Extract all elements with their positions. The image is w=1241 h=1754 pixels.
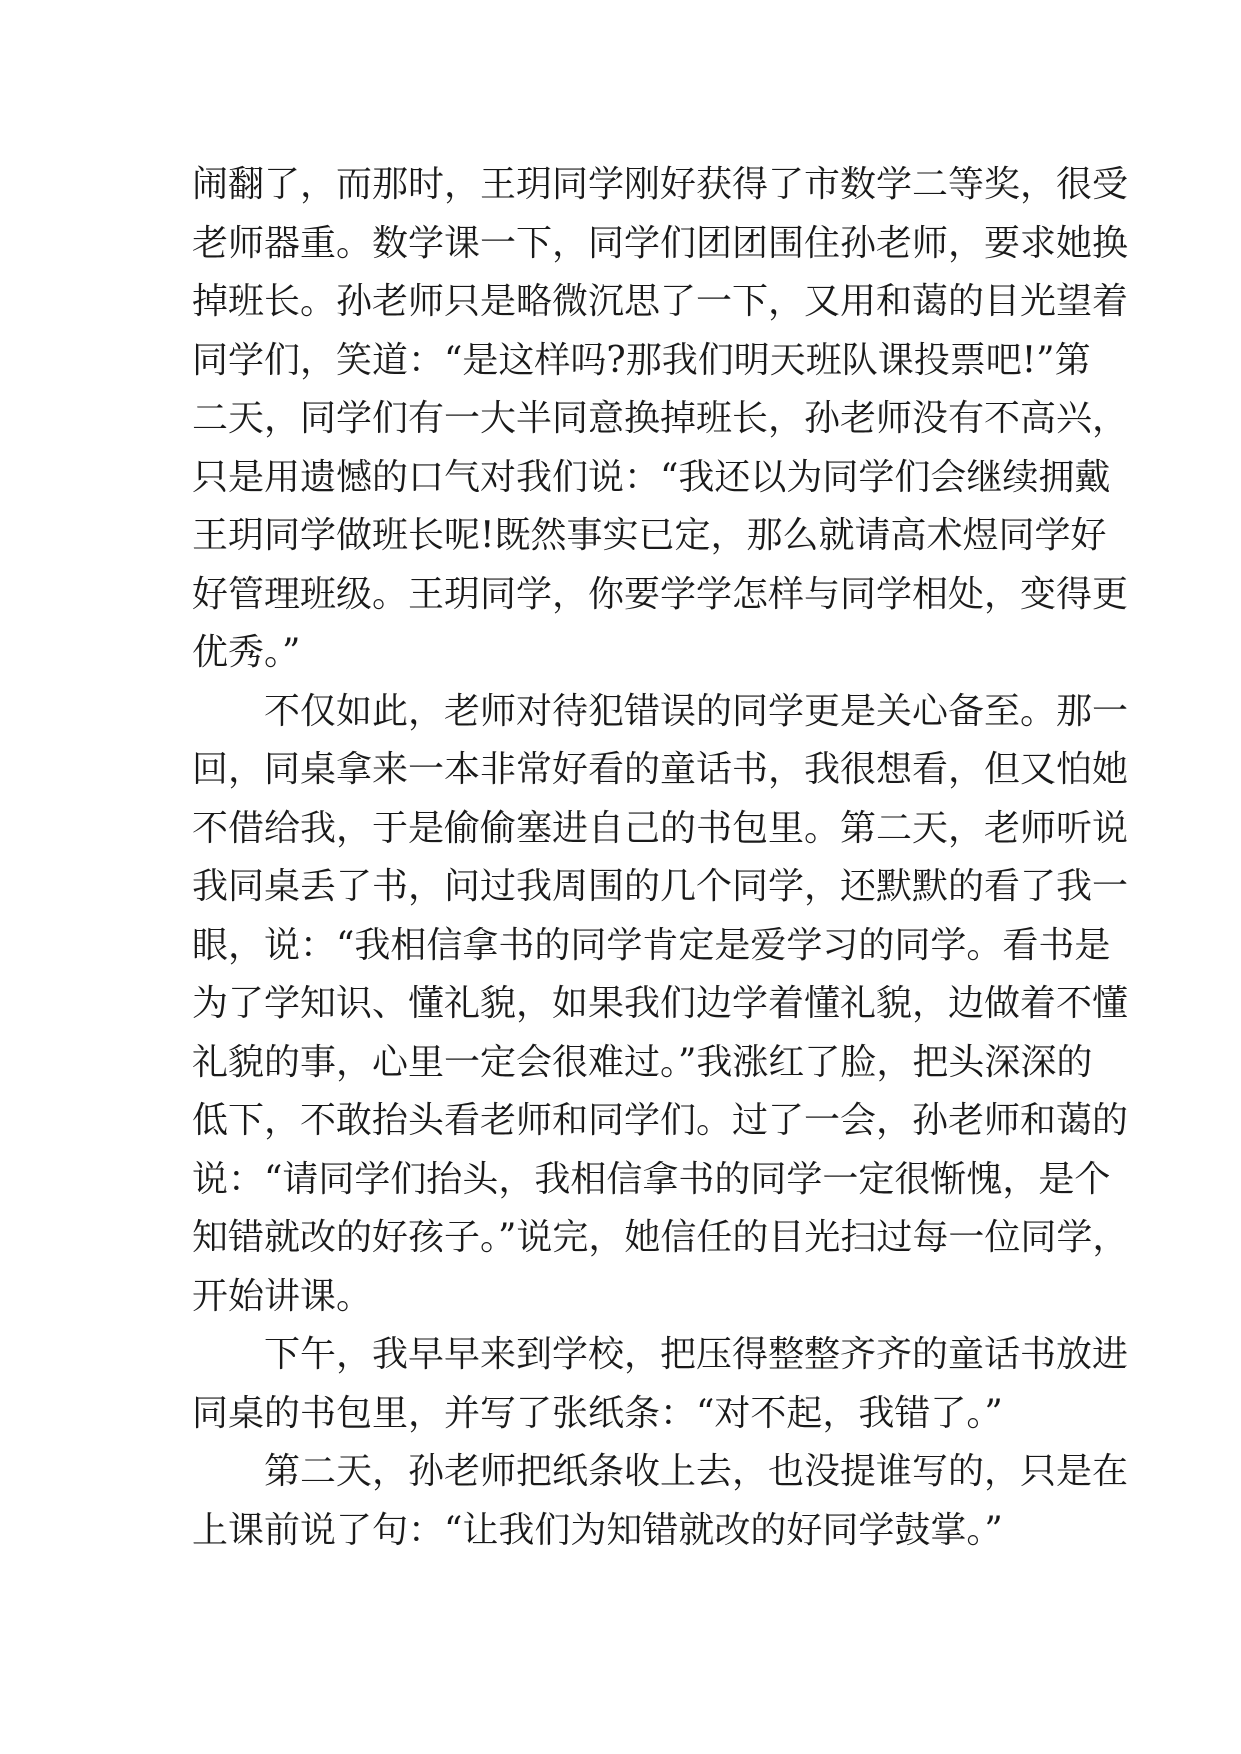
text-line: 同学们，笑道：“是这样吗?那我们明天班队课投票吧!”第 [192,339,1091,381]
text-line: 掉班长。孙老师只是略微沉思了一下，又用和蔼的目光望着 [192,281,1129,322]
text-line: 老师器重。数学课一下，同学们团团围住孙老师，要求她换 [192,222,1129,264]
text-line: 上课前说了句：“让我们为知错就改的好同学鼓掌。” [192,1509,1003,1551]
text-line: 低下，不敢抬头看老师和同学们。过了一会，孙老师和蔼的 [192,1100,1129,1141]
paragraph-first-line: 不仅如此，老师对待犯错误的同学更是关心备至。那一 [264,690,1129,732]
text-line: 为了学知识、懂礼貌，如果我们边学着懂礼貌，边做着不懂 [192,983,1129,1024]
text-line: 同桌的书包里，并写了张纸条：“对不起，我错了。” [192,1392,1003,1434]
text-line: 礼貌的事，心里一定会很难过。”我涨红了脸，把头深深的 [192,1041,1093,1083]
text-line: 我同桌丢了书，问过我周围的几个同学，还默默的看了我一 [192,866,1129,907]
text-line: 闹翻了，而那时，王玥同学刚好获得了市数学二等奖，很受 [192,164,1129,205]
text-line: 说：“请同学们抬头，我相信拿书的同学一定很惭愧，是个 [192,1158,1111,1200]
text-line: 回，同桌拿来一本非常好看的童话书，我很想看，但又怕她 [192,749,1129,790]
paragraph-first-line: 下午，我早早来到学校，把压得整整齐齐的童话书放进 [264,1334,1129,1375]
text-line: 知错就改的好孩子。”说完，她信任的目光扫过每一位同学， [192,1217,1129,1258]
text-line: 不借给我，于是偷偷塞进自己的书包里。第二天，老师听说 [192,807,1129,849]
text-line: 眼，说：“我相信拿书的同学肯定是爱学习的同学。看书是 [192,924,1111,966]
body-text [192,156,1129,1560]
text-line: 只是用遗憾的口气对我们说：“我还以为同学们会继续拥戴 [192,456,1111,498]
text-line: 二天，同学们有一大半同意换掉班长，孙老师没有不高兴， [192,398,1129,439]
text-line: 王玥同学做班长呢!既然事实已定，那么就请高术煜同学好 [192,515,1107,556]
paragraph-first-line: 第二天，孙老师把纸条收上去，也没提谁写的，只是在 [264,1451,1129,1492]
text-line: 优秀。” [192,632,301,673]
text-line: 开始讲课。 [192,1275,373,1317]
text-line: 好管理班级。王玥同学，你要学学怎样与同学相处，变得更 [192,573,1129,615]
